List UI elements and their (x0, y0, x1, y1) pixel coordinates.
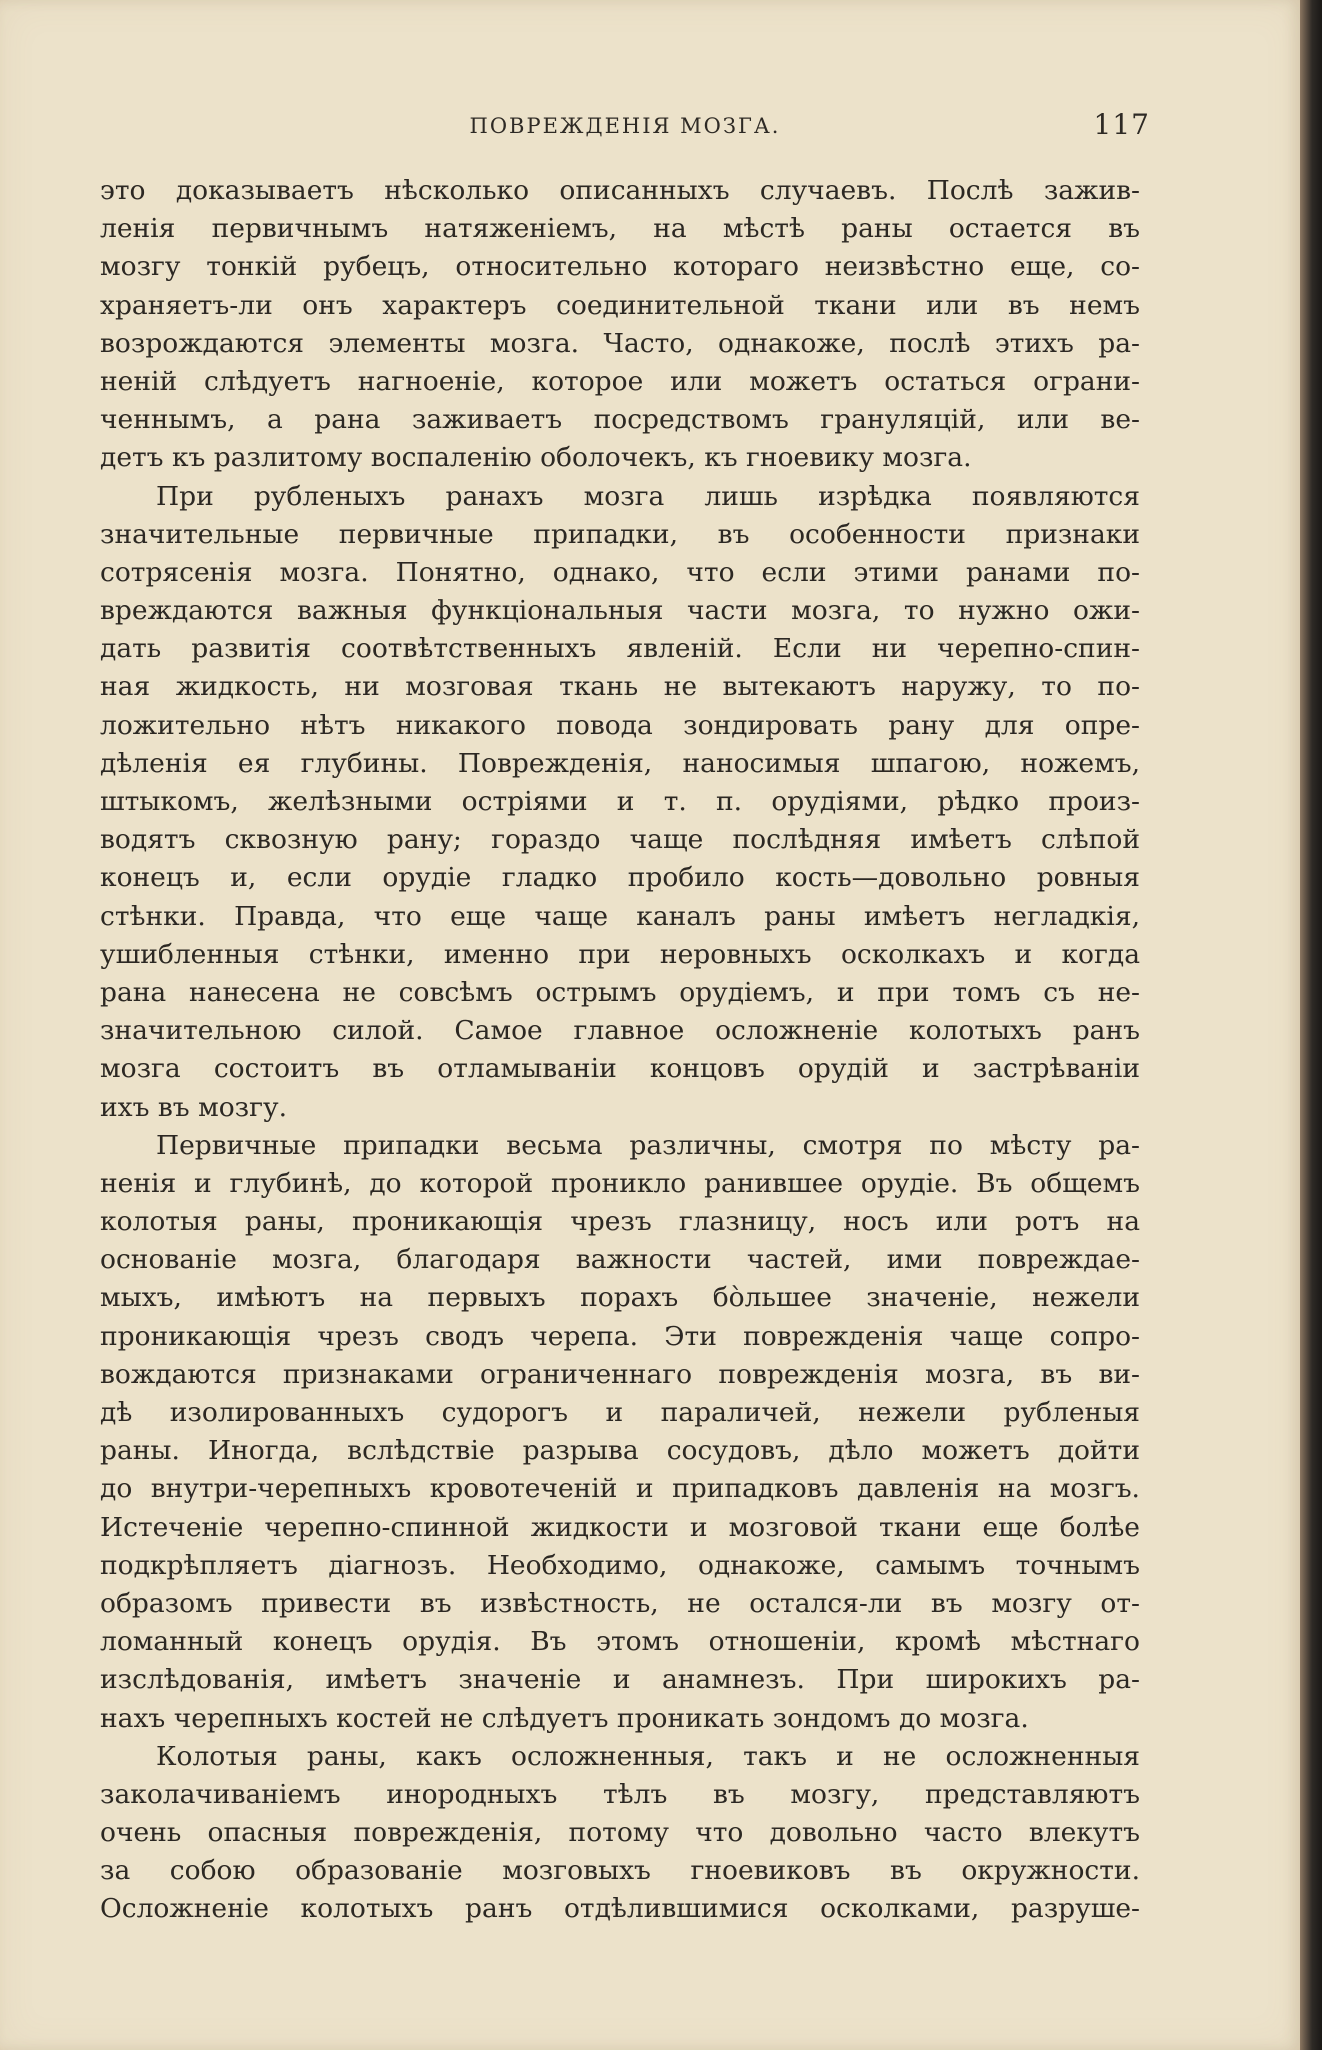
text-line: ихъ въ мозгу. (100, 1091, 288, 1123)
text-line: рана нанесена не совсѣмъ острымъ орудіемъ, и при томъ съ не- (100, 976, 1140, 1008)
text-line: Осложненіе колотыхъ ранъ отдѣлившимися осколками, разруше- (100, 1893, 1140, 1925)
text-line: вреждаются важныя функціональныя части мозга, то нужно ожи- (100, 595, 1140, 627)
text-line: нахъ черепныхъ костей не слѣдуетъ проникать зондомъ до мозга. (100, 1702, 1029, 1734)
text-line: ушибленныя стѣнки, именно при неровныхъ осколкахъ и когда (100, 938, 1140, 970)
page-header (100, 108, 1150, 148)
text-line: заколачиваніемъ инородныхъ тѣлъ въ мозгу, представляютъ (100, 1778, 1140, 1810)
text-line: возрождаются элементы мозга. Часто, однакоже, послѣ этихъ ра- (100, 327, 1140, 359)
text-line: ченнымъ, а рана заживаетъ посредствомъ грануляцій, или ве- (100, 404, 1140, 436)
text-line: конецъ и, если орудіе гладко пробило кость—довольно ровныя (100, 862, 1140, 894)
text-line: храняетъ-ли онъ характеръ соединительной ткани или въ немъ (100, 289, 1140, 321)
text-line: Истеченіе черепно-спинной жидкости и мозговой ткани еще болѣе (100, 1511, 1140, 1543)
text-line: раны. Иногда, вслѣдствіе разрыва сосудовъ, дѣло можетъ дойти (100, 1435, 1140, 1467)
text-line: за собою образованіе мозговыхъ гноевиковъ въ окружности. (100, 1855, 1140, 1887)
paragraph-start: Первичные припадки весьма различны, смотря по мѣсту ра- (156, 1129, 1140, 1161)
text-line: дать развитія соотвѣтственныхъ явленій. Если ни черепно-спин- (100, 633, 1140, 665)
book-edge (1300, 0, 1322, 2050)
text-line: до внутри-черепныхъ кровотеченій и припадковъ давленія на мозгъ. (100, 1473, 1140, 1505)
text-line: значительные первичные припадки, въ особенности признаки (100, 518, 1140, 550)
text-line: ленія первичнымъ натяженіемъ, на мѣстѣ раны остается въ (100, 213, 1140, 245)
text-line: ненія и глубинѣ, до которой проникло ранившее орудіе. Въ общемъ (100, 1167, 1140, 1199)
text-line: мозгу тонкій рубецъ, относительно котораго неизвѣстно еще, со- (100, 251, 1140, 283)
text-line: изслѣдованія, имѣетъ значеніе и анамнезъ. При широкихъ ра- (100, 1664, 1140, 1696)
text-line: очень опасныя поврежденія, потому что довольно часто влекутъ (100, 1817, 1140, 1849)
text-line: дѣленія ея глубины. Поврежденія, наносимыя шпагою, ножемъ, (100, 747, 1140, 779)
text-line: ложительно нѣтъ никакого повода зондировать рану для опре- (100, 709, 1140, 741)
text-line: подкрѣпляетъ діагнозъ. Необходимо, однакоже, самымъ точнымъ (100, 1549, 1140, 1581)
text-line: мыхъ, имѣютъ на первыхъ порахъ бо̀льшее значеніе, нежели (100, 1282, 1140, 1314)
text-line: водятъ сквозную рану; гораздо чаще послѣдняя имѣетъ слѣпой (100, 824, 1140, 856)
text-line: сотрясенія мозга. Понятно, однако, что если этими ранами по- (100, 556, 1140, 588)
paragraph-start: Колотыя раны, какъ осложненныя, такъ и не осложненныя (156, 1740, 1140, 1772)
text-line: вождаются признаками ограниченнаго поврежденія мозга, въ ви- (100, 1358, 1140, 1390)
text-line: ломанный конецъ орудія. Въ этомъ отношеніи, кромѣ мѣстнаго (100, 1626, 1140, 1658)
text-line: образомъ привести въ извѣстность, не остался-ли въ мозгу от- (100, 1587, 1140, 1619)
text-line: дѣ изолированныхъ судорогъ и параличей, нежели рубленыя (100, 1397, 1140, 1428)
text-line: основаніе мозга, благодаря важности частей, ими повреждае- (100, 1244, 1140, 1276)
paragraph-start: При рубленыхъ ранахъ мозга лишь изрѣдка появляются (156, 480, 1140, 512)
running-head: ПОВРЕЖДЕНІЯ МОЗГА. (469, 114, 781, 138)
text-line: мозга состоитъ въ отламываніи концовъ орудій и застрѣваніи (100, 1053, 1140, 1085)
body-text (100, 172, 1140, 1929)
text-line: ная жидкость, ни мозговая ткань не вытекаютъ наружу, то по- (100, 671, 1140, 703)
text-line: колотыя раны, проникающія чрезъ глазницу, носъ или ротъ на (100, 1206, 1140, 1238)
text-line: проникающія чрезъ сводъ черепа. Эти поврежденія чаще сопро- (100, 1320, 1140, 1352)
text-line: штыкомъ, желѣзными остріями и т. п. орудіями, рѣдко произ- (100, 786, 1140, 817)
text-line: неній слѣдуетъ нагноеніе, которое или можетъ остаться ограни- (100, 365, 1140, 397)
text-line: стѣнки. Правда, что еще чаще каналъ раны имѣетъ негладкія, (100, 900, 1140, 932)
page-number: 117 (1093, 108, 1150, 141)
text-line: детъ къ разлитому воспаленію оболочекъ, къ гноевику мозга. (100, 442, 972, 474)
text-line: это доказываетъ нѣсколько описанныхъ случаевъ. Послѣ зажив- (100, 175, 1140, 206)
text-line: значительною силой. Самое главное осложненіе колотыхъ ранъ (100, 1015, 1140, 1047)
